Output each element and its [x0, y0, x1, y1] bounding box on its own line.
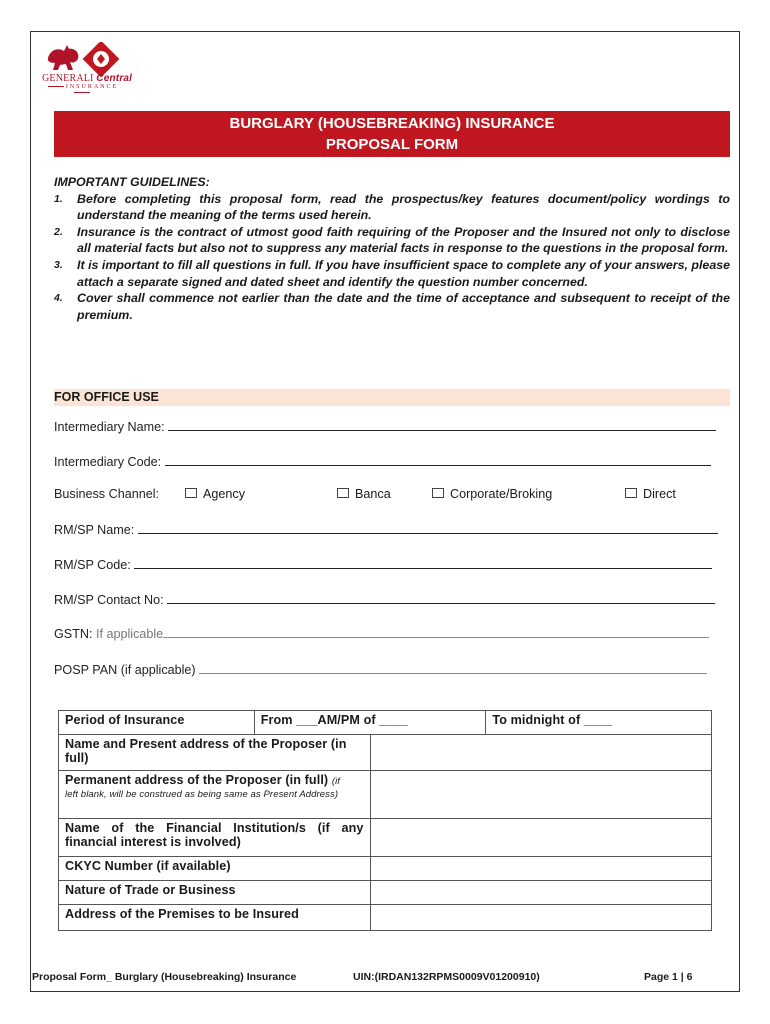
footer-page-number: Page 1 | 6: [644, 971, 693, 983]
rmsp-name-row: [54, 521, 718, 537]
table-row: [59, 771, 712, 819]
financial-institution-label: Name of the Financial Institution/s (if any financial interest is involved): [59, 819, 371, 857]
nature-of-trade-label: Nature of Trade or Business: [59, 881, 371, 905]
premises-address-field[interactable]: [370, 905, 711, 931]
guideline-item: 3. It is important to fill all questions in full. If you have insufficient space to complete any of your answers, please attach a separate signed and dated sheet and identify the question number concerned.: [54, 257, 730, 289]
rmsp-name-field[interactable]: [138, 521, 718, 534]
guideline-item: 1. Before completing this proposal form, read the prospectus/key features document/policy wordings to understand the meaning of the terms used herein.: [54, 191, 730, 223]
table-row: [59, 905, 712, 931]
proposer-permanent-address-label: Permanent address of the Proposer (in full) (if left blank, will be construed as being same as Present Address): [59, 771, 371, 819]
proposer-permanent-address-field[interactable]: [370, 771, 711, 819]
checkbox-icon[interactable]: [432, 488, 444, 498]
posp-pan-field[interactable]: [199, 661, 707, 674]
proposal-table: [58, 710, 712, 931]
guidelines-list: [54, 191, 730, 324]
important-guidelines: [54, 174, 730, 323]
table-row: [59, 735, 712, 771]
rmsp-code-field[interactable]: [134, 556, 712, 569]
checkbox-icon[interactable]: [185, 488, 197, 498]
rmsp-code-label: RM/SP Code:: [54, 558, 131, 572]
gstn-hint: If applicable: [95, 627, 164, 641]
intermediary-name-label: Intermediary Name:: [54, 420, 165, 434]
intermediary-name-row: [54, 418, 716, 434]
logo-wordmark: GENERALI Central: [42, 73, 133, 84]
ckyc-number-label: CKYC Number (if available): [59, 857, 371, 881]
proposer-present-address-label: Name and Present address of the Proposer (in full): [59, 735, 371, 771]
guidelines-heading: IMPORTANT GUIDELINES:: [54, 175, 210, 189]
rmsp-contact-row: [54, 591, 715, 607]
intermediary-name-field[interactable]: [168, 418, 716, 431]
logo-subtitle: INSURANCE: [42, 84, 122, 96]
financial-institution-field[interactable]: [370, 819, 711, 857]
rmsp-code-row: [54, 556, 712, 572]
permanent-address-note: left blank, will be construed as being same as Present Address): [65, 789, 339, 800]
gstn-row: [54, 625, 709, 641]
guideline-item: 2. Insurance is the contract of utmost good faith requiring of the Proposer and the Insured not only to disclose all material facts but also not to suppress any material facts in response to the questions in the proposal form.: [54, 224, 730, 256]
premises-address-label: Address of the Premises to be Insured: [59, 905, 371, 931]
footer-form-name: Proposal Form_ Burglary (Housebreaking) Insurance: [32, 971, 297, 983]
gstn-label: GSTN:: [54, 627, 93, 641]
period-from-field[interactable]: From ___AM/PM of ____: [254, 711, 486, 735]
posp-pan-label: POSP PAN (if applicable): [54, 663, 196, 677]
form-title: BURGLARY (HOUSEBREAKING) INSURANCE: [229, 115, 555, 132]
rmsp-contact-label: RM/SP Contact No:: [54, 593, 164, 607]
channel-agency-option[interactable]: Agency: [185, 487, 245, 501]
checkbox-icon[interactable]: [625, 488, 637, 498]
gstn-field[interactable]: [163, 625, 709, 638]
period-to-field[interactable]: To midnight of ____: [486, 711, 712, 735]
proposer-present-address-field[interactable]: [370, 735, 711, 771]
channel-banca-option[interactable]: Banca: [337, 487, 391, 501]
office-use-heading: FOR OFFICE USE: [54, 389, 730, 406]
footer-uin: UIN:(IRDAN132RPMS0009V01200910): [353, 971, 540, 983]
posp-pan-row: [54, 661, 707, 677]
channel-direct-option[interactable]: Direct: [625, 487, 676, 501]
table-row: [59, 819, 712, 857]
rmsp-name-label: RM/SP Name:: [54, 523, 135, 537]
channel-corporate-broking-option[interactable]: Corporate/Broking: [432, 487, 552, 501]
checkbox-icon[interactable]: [337, 488, 349, 498]
rmsp-contact-field[interactable]: [167, 591, 715, 604]
table-row: [59, 857, 712, 881]
intermediary-code-row: [54, 453, 711, 469]
nature-of-trade-field[interactable]: [370, 881, 711, 905]
form-subtitle: PROPOSAL FORM: [325, 136, 459, 153]
ckyc-number-field[interactable]: [370, 857, 711, 881]
intermediary-code-field[interactable]: [165, 453, 711, 466]
business-channel-label: Business Channel:: [54, 487, 160, 501]
intermediary-code-label: Intermediary Code:: [54, 455, 162, 469]
period-of-insurance-label: Period of Insurance: [59, 711, 255, 735]
form-title-band: [54, 111, 730, 157]
table-row: [59, 711, 712, 735]
table-row: [59, 881, 712, 905]
guideline-item: 4. Cover shall commence not earlier than the date and the time of acceptance and subsequent to receipt of the premium.: [54, 291, 730, 322]
